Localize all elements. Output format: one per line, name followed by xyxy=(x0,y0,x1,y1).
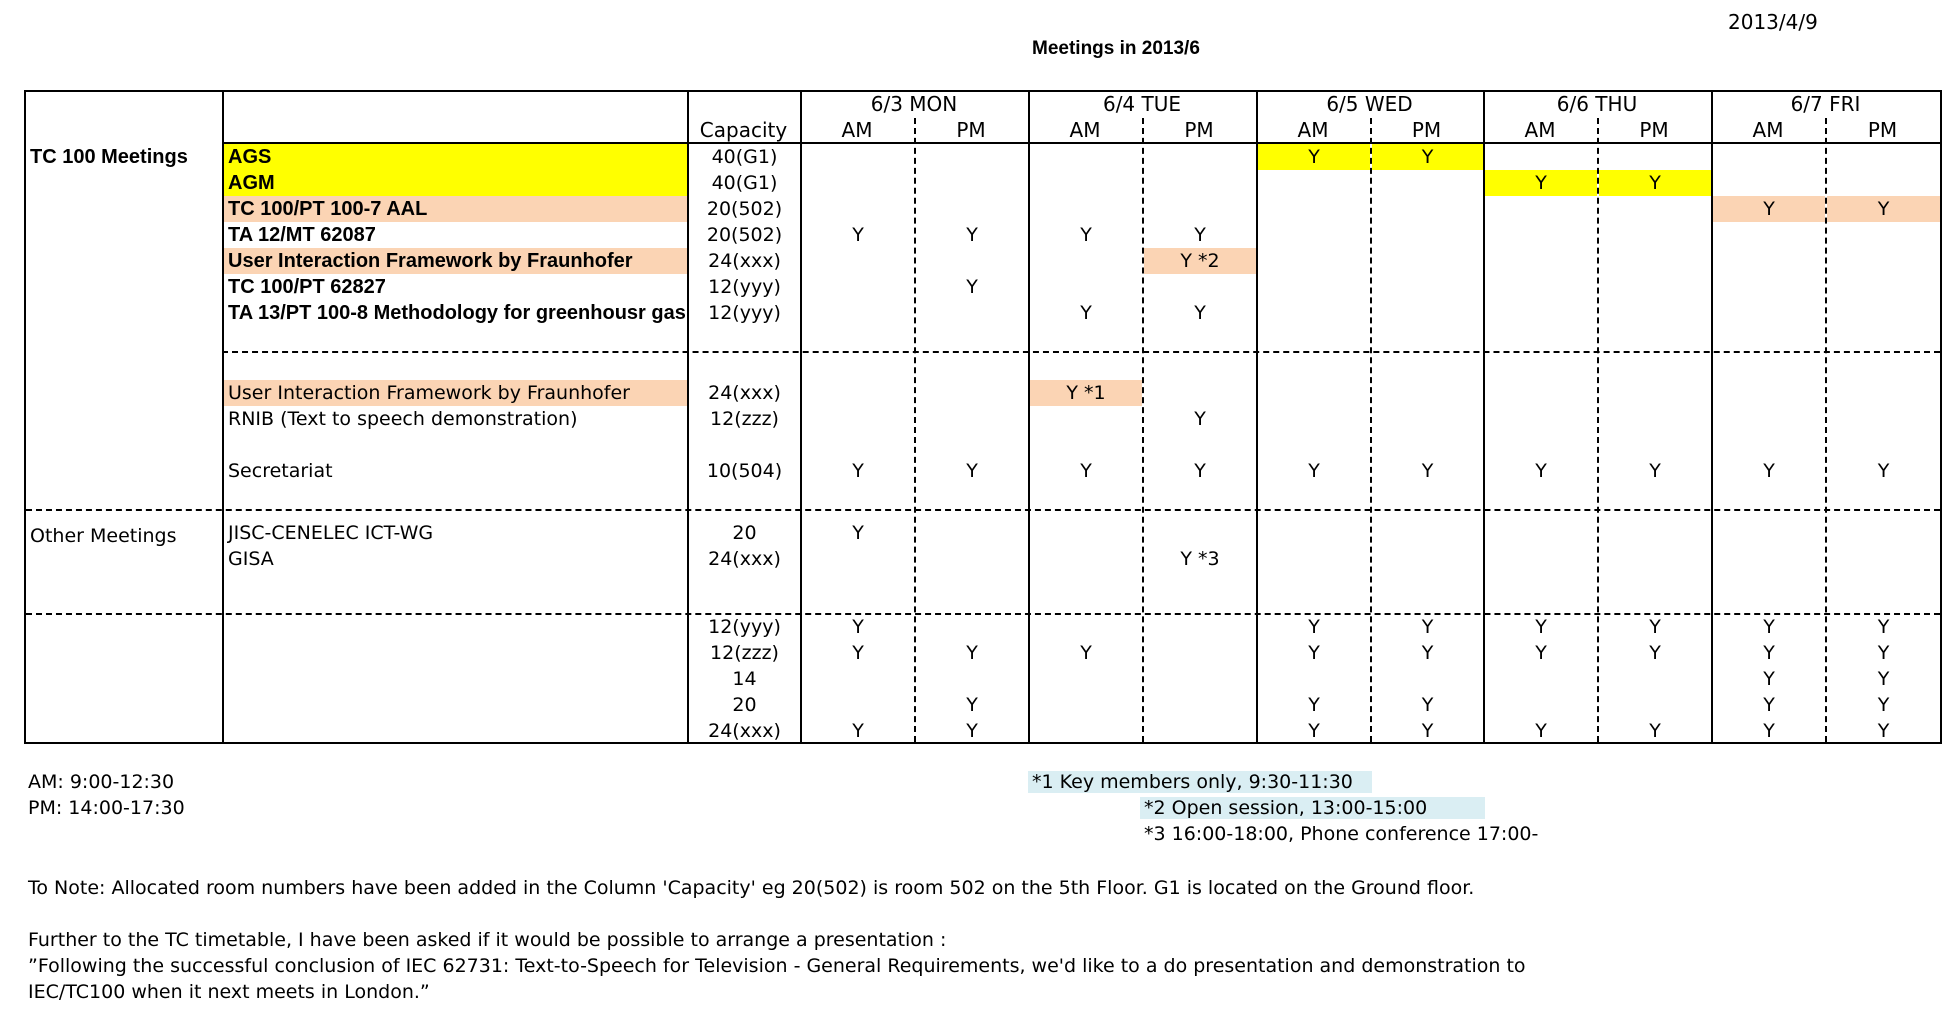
pm-header: PM xyxy=(1411,118,1442,142)
slot-cell xyxy=(1030,692,1142,718)
slot-cell: Y xyxy=(1421,616,1434,638)
slot-cell: Y xyxy=(1877,668,1890,690)
slot-cell: Y xyxy=(1763,720,1775,742)
slot-cell: Y xyxy=(1194,224,1206,246)
slot-cell: Y xyxy=(1308,642,1320,664)
slot-cell xyxy=(916,248,1028,274)
slot-cell xyxy=(1258,520,1370,546)
slot-cell xyxy=(1372,196,1483,222)
slot-cell: Y xyxy=(1308,460,1320,482)
document-date: 2013/4/9 xyxy=(1728,10,1818,34)
day-header-mon: 6/3 MON xyxy=(870,92,958,116)
to-note-paragraph: To Note: Allocated room numbers have been added in the Column 'Capacity' eg 20(502) is room 502 on the 5th Floor. G1 is located on the Ground floor. xyxy=(28,877,1475,899)
capacity-value: 40(G1) xyxy=(711,172,778,194)
slot-cell: Y xyxy=(1877,720,1890,742)
capacity-value: 20 xyxy=(732,522,757,544)
capacity-value: 40(G1) xyxy=(711,146,778,168)
slot-cell xyxy=(916,144,1028,170)
slot-cell xyxy=(1599,222,1711,248)
slot-cell xyxy=(1030,406,1142,432)
slot-cell xyxy=(1599,196,1711,222)
slot-cell: Y xyxy=(1308,616,1320,638)
slot-cell: Y xyxy=(966,224,978,246)
slot-cell xyxy=(1827,170,1940,196)
slot-cell: Y xyxy=(1877,460,1890,482)
slot-cell: Y xyxy=(1535,460,1547,482)
pm-header: PM xyxy=(1639,118,1669,142)
slot-cell xyxy=(1485,546,1597,572)
slot-cell xyxy=(916,546,1028,572)
slot-cell: Y xyxy=(1649,460,1661,482)
slot-cell xyxy=(1485,248,1597,274)
slot-cell xyxy=(1713,144,1825,170)
slot-cell xyxy=(1713,274,1825,300)
slot-cell: Y xyxy=(966,276,978,298)
slot-cell xyxy=(1372,520,1483,546)
meeting-name xyxy=(224,666,687,692)
slot-cell xyxy=(1258,546,1370,572)
meeting-name: User Interaction Framework by Fraunhofer xyxy=(224,380,687,406)
slot-cell xyxy=(1030,196,1142,222)
slot-cell xyxy=(1258,406,1370,432)
slot-cell: Y xyxy=(1485,170,1597,196)
slot-cell: Y xyxy=(1649,720,1661,742)
meeting-name xyxy=(224,614,687,640)
meeting-name: AGM xyxy=(224,170,687,196)
slot-cell: Y xyxy=(1080,224,1092,246)
slot-cell: Y xyxy=(966,642,978,664)
slot-cell xyxy=(1144,196,1256,222)
slot-cell xyxy=(1485,380,1597,406)
footnote-3: *3 16:00-18:00, Phone conference 17:00- xyxy=(1144,823,1539,845)
slot-cell xyxy=(1599,300,1711,326)
slot-cell xyxy=(1827,248,1940,274)
slot-cell xyxy=(1485,406,1597,432)
slot-cell xyxy=(1144,614,1256,640)
slot-cell xyxy=(1827,406,1940,432)
slot-cell xyxy=(802,692,914,718)
page-title: Meetings in 2013/6 xyxy=(1032,38,1200,59)
capacity-value: 12(zzz) xyxy=(710,408,779,430)
meeting-name: TA 12/MT 62087 xyxy=(228,224,376,246)
meeting-name: JISC-CENELEC ICT-WG xyxy=(228,522,434,544)
slot-cell: Y xyxy=(1421,642,1434,664)
meeting-name: TC 100/PT 62827 xyxy=(228,276,386,298)
slot-cell xyxy=(1030,248,1142,274)
slot-cell: Y xyxy=(1535,616,1547,638)
slot-cell xyxy=(1144,640,1256,666)
slot-cell: Y xyxy=(1877,694,1890,716)
slot-cell xyxy=(802,248,914,274)
slot-cell xyxy=(916,196,1028,222)
am-header: AM xyxy=(841,118,873,142)
am-header: AM xyxy=(1297,118,1329,142)
pm-header: PM xyxy=(1184,118,1214,142)
slot-cell: Y xyxy=(1649,642,1661,664)
slot-cell xyxy=(1372,170,1483,196)
slot-cell xyxy=(1827,380,1940,406)
slot-cell: Y *1 xyxy=(1030,380,1142,406)
meeting-name: GISA xyxy=(228,548,274,570)
slot-cell xyxy=(1372,248,1483,274)
slot-cell xyxy=(1258,380,1370,406)
slot-cell: Y xyxy=(1308,694,1320,716)
slot-cell: Y xyxy=(1258,144,1370,170)
slot-cell: Y xyxy=(852,642,864,664)
slot-cell xyxy=(1030,274,1142,300)
slot-cell: Y xyxy=(1421,460,1434,482)
slot-cell xyxy=(1713,222,1825,248)
slot-cell xyxy=(1144,520,1256,546)
slot-cell: Y xyxy=(1308,720,1320,742)
day-header-fri: 6/7 FRI xyxy=(1790,92,1861,116)
slot-cell: Y xyxy=(1194,302,1206,324)
slot-cell: Y xyxy=(852,720,864,742)
slot-cell xyxy=(802,546,914,572)
section-divider xyxy=(26,509,1940,511)
capacity-value: 20(502) xyxy=(706,198,783,220)
slot-cell xyxy=(1258,196,1370,222)
slot-cell xyxy=(1030,170,1142,196)
am-header: AM xyxy=(1524,118,1556,142)
slot-cell xyxy=(916,614,1028,640)
meeting-name: TA 13/PT 100-8 Methodology for greenhousr gas xyxy=(228,302,686,324)
slot-cell: Y xyxy=(1763,642,1775,664)
slot-cell xyxy=(1030,144,1142,170)
meeting-name: AGS xyxy=(224,144,687,170)
slot-cell xyxy=(1144,718,1256,744)
slot-cell: Y xyxy=(1194,460,1206,482)
slot-cell xyxy=(1144,692,1256,718)
meeting-name: User Interaction Framework by Fraunhofer xyxy=(224,248,687,274)
day-header-tue: 6/4 TUE xyxy=(1102,92,1182,116)
slot-cell: Y xyxy=(1763,694,1775,716)
slot-cell: Y xyxy=(1421,694,1434,716)
slot-cell xyxy=(1372,546,1483,572)
slot-cell: Y xyxy=(852,224,864,246)
slot-cell xyxy=(1030,666,1142,692)
slot-cell xyxy=(1030,520,1142,546)
slot-cell xyxy=(1827,274,1940,300)
slot-cell xyxy=(1258,222,1370,248)
slot-cell xyxy=(1599,520,1711,546)
slot-cell xyxy=(1485,692,1597,718)
slot-cell: Y xyxy=(1080,302,1092,324)
further-paragraph: Further to the TC timetable, I have been asked if it would be possible to arrange a presentation : xyxy=(28,929,947,951)
slot-cell: Y xyxy=(852,522,864,544)
meeting-name xyxy=(224,692,687,718)
slot-cell xyxy=(1030,718,1142,744)
slot-cell xyxy=(916,666,1028,692)
slot-cell xyxy=(916,380,1028,406)
meeting-name: RNIB (Text to speech demonstration) xyxy=(228,408,578,430)
slot-cell: Y xyxy=(1599,170,1711,196)
slot-cell xyxy=(1258,666,1370,692)
slot-cell xyxy=(1599,380,1711,406)
capacity-value: 24(xxx) xyxy=(708,720,781,742)
slot-cell xyxy=(916,170,1028,196)
day-header-wed: 6/5 WED xyxy=(1326,92,1413,116)
capacity-value: 20(502) xyxy=(706,224,783,246)
meeting-name xyxy=(224,718,687,744)
pm-header: PM xyxy=(1867,118,1898,142)
slot-cell xyxy=(1485,300,1597,326)
capacity-value: 24(xxx) xyxy=(708,548,781,570)
slot-cell: Y xyxy=(1194,408,1206,430)
meeting-schedule-table xyxy=(24,90,1942,744)
slot-cell xyxy=(802,666,914,692)
slot-cell: Y xyxy=(966,460,978,482)
slot-cell: Y xyxy=(1763,616,1775,638)
slot-cell: Y xyxy=(1080,460,1092,482)
capacity-value: 10(504) xyxy=(706,460,783,482)
slot-cell xyxy=(1485,520,1597,546)
pm-header: PM xyxy=(956,118,986,142)
slot-cell xyxy=(1485,274,1597,300)
slot-cell: Y xyxy=(1535,642,1547,664)
slot-cell xyxy=(1485,196,1597,222)
slot-cell xyxy=(1372,274,1483,300)
slot-cell xyxy=(802,274,914,300)
slot-cell xyxy=(1144,170,1256,196)
am-header: AM xyxy=(1069,118,1101,142)
slot-cell xyxy=(1599,144,1711,170)
slot-cell xyxy=(1713,300,1825,326)
slot-cell: Y xyxy=(1080,642,1092,664)
slot-cell xyxy=(802,144,914,170)
slot-cell xyxy=(1827,300,1940,326)
capacity-value: 12(yyy) xyxy=(708,302,781,324)
footnote-2: *2 Open session, 13:00-15:00 xyxy=(1140,797,1485,819)
slot-cell: Y xyxy=(1877,642,1890,664)
slot-cell xyxy=(1599,692,1711,718)
capacity-value: 14 xyxy=(732,668,757,690)
slot-cell xyxy=(1827,546,1940,572)
slot-cell xyxy=(1599,666,1711,692)
slot-cell xyxy=(1372,666,1483,692)
slot-cell xyxy=(1485,222,1597,248)
am-header: AM xyxy=(1752,118,1784,142)
slot-cell xyxy=(1713,170,1825,196)
slot-cell xyxy=(1144,666,1256,692)
slot-cell: Y xyxy=(1763,668,1775,690)
capacity-value: 12(yyy) xyxy=(708,276,781,298)
slot-cell xyxy=(1599,406,1711,432)
capacity-value: 20 xyxy=(732,694,757,716)
slot-cell: Y xyxy=(1827,196,1940,222)
slot-cell xyxy=(1258,170,1370,196)
slot-cell: Y xyxy=(852,616,864,638)
slot-cell xyxy=(1827,520,1940,546)
slot-cell: Y xyxy=(1713,196,1825,222)
slot-cell xyxy=(1030,546,1142,572)
slot-cell xyxy=(1713,520,1825,546)
slot-cell xyxy=(1258,274,1370,300)
slot-cell xyxy=(1713,406,1825,432)
slot-cell xyxy=(1372,380,1483,406)
slot-cell: Y xyxy=(852,460,864,482)
slot-cell xyxy=(1713,380,1825,406)
slot-cell xyxy=(1827,222,1940,248)
slot-cell xyxy=(802,300,914,326)
slot-cell xyxy=(1372,222,1483,248)
slot-cell xyxy=(1713,248,1825,274)
slot-cell xyxy=(1030,614,1142,640)
capacity-header: Capacity xyxy=(699,118,788,142)
group-label-tc100: TC 100 Meetings xyxy=(30,146,188,168)
capacity-value: 24(xxx) xyxy=(708,250,781,272)
capacity-value: 12(zzz) xyxy=(710,642,779,664)
slot-cell xyxy=(802,170,914,196)
slot-cell xyxy=(916,406,1028,432)
capacity-value: 12(yyy) xyxy=(708,616,781,638)
slot-cell xyxy=(802,380,914,406)
slot-cell: Y xyxy=(1535,720,1547,742)
slot-cell xyxy=(1827,144,1940,170)
slot-cell xyxy=(1258,300,1370,326)
slot-cell xyxy=(1599,274,1711,300)
pm-time-note: PM: 14:00-17:30 xyxy=(28,797,185,819)
day-header-thu: 6/6 THU xyxy=(1556,92,1638,116)
slot-cell xyxy=(802,196,914,222)
meeting-name xyxy=(224,640,687,666)
slot-cell: Y xyxy=(1763,460,1775,482)
slot-cell xyxy=(1144,144,1256,170)
slot-cell xyxy=(802,406,914,432)
slot-cell xyxy=(1485,666,1597,692)
slot-cell xyxy=(1713,546,1825,572)
slot-cell: Y xyxy=(1649,616,1661,638)
slot-cell: Y *3 xyxy=(1180,548,1220,570)
group-label-other: Other Meetings xyxy=(30,525,177,547)
slot-cell: Y xyxy=(1421,720,1434,742)
quote-line-1: ”Following the successful conclusion of IEC 62731: Text-to-Speech for Television - General Requirements, we'd like to a do presentation and demonstration to xyxy=(28,955,1526,977)
slot-cell xyxy=(1599,546,1711,572)
slot-cell xyxy=(1372,406,1483,432)
slot-cell xyxy=(1144,380,1256,406)
slot-cell: Y xyxy=(1372,144,1483,170)
quote-line-2: IEC/TC100 when it next meets in London.” xyxy=(28,981,430,1003)
slot-cell: Y xyxy=(1877,616,1890,638)
capacity-value: 24(xxx) xyxy=(708,382,781,404)
slot-cell: Y *2 xyxy=(1144,248,1256,274)
meeting-name: TC 100/PT 100-7 AAL xyxy=(224,196,687,222)
meeting-name: Secretariat xyxy=(228,460,333,482)
slot-cell xyxy=(1144,274,1256,300)
slot-cell xyxy=(1372,300,1483,326)
slot-cell: Y xyxy=(966,720,978,742)
footnote-1: *1 Key members only, 9:30-11:30 xyxy=(1028,771,1372,793)
slot-cell xyxy=(916,300,1028,326)
slot-cell xyxy=(1485,144,1597,170)
slot-cell xyxy=(1599,248,1711,274)
slot-cell xyxy=(1258,248,1370,274)
slot-cell: Y xyxy=(966,694,978,716)
am-time-note: AM: 9:00-12:30 xyxy=(28,771,175,793)
section-divider xyxy=(222,351,1940,353)
slot-cell xyxy=(916,520,1028,546)
